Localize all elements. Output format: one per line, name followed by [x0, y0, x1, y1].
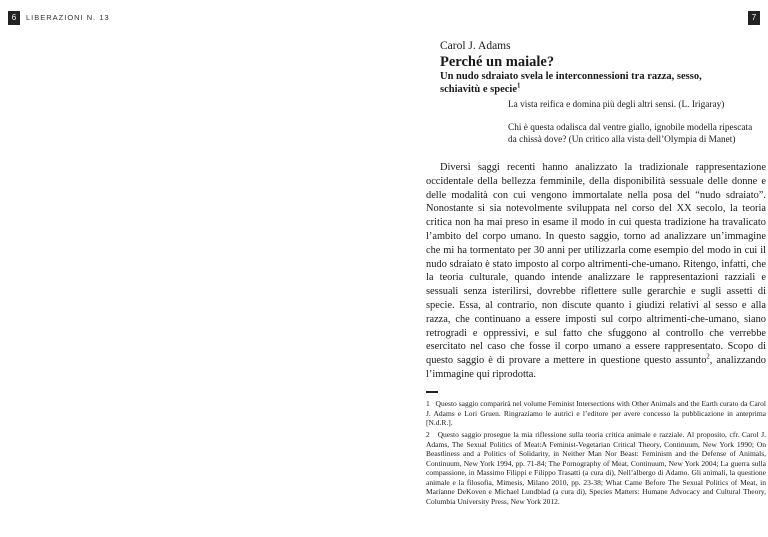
subtitle-text: Un nudo sdraiato svela le interconnessioni tra razza, sesso, schiavitù e specie: [440, 71, 702, 95]
body-paragraph: [426, 161, 766, 382]
running-head: LIBERAZIONI N. 13: [26, 13, 110, 22]
footnote-number: 1: [426, 399, 430, 408]
footnote-text: Questo saggio comparirà nel volume Feminist Intersections with Other Animals and the Earth curato da Carol J. Adams e Lori Gruen. Ringraziamo le autrici e l’editore per avere concesso la pubblicazione in anteprima [N.d.R.].: [426, 399, 766, 427]
right-page-number: 7: [748, 11, 760, 25]
body-footnote-marker: 2: [706, 353, 710, 361]
article-subtitle: [440, 71, 740, 96]
epigraph-olympia: Chi è questa odalisca dal ventre giallo, ignobile modella ripescata da chissà dove? (Un critico alla vista dell’Olympia di Manet): [508, 123, 753, 145]
footnote-number: 2: [426, 430, 430, 439]
subtitle-footnote-marker: 1: [517, 82, 521, 89]
footnote-divider: [426, 391, 438, 393]
left-page-number: 6: [8, 11, 20, 25]
body-text-end: , analizzando l’immagine qui riprodotta.: [426, 355, 766, 380]
footnote-2: [426, 430, 766, 506]
article-author: Carol J. Adams: [440, 40, 511, 52]
epigraph-irigaray: La vista reifica e domina più degli altri sensi. (L. Irigaray): [508, 100, 725, 110]
body-text-main: Diversi saggi recenti hanno analizzato la tradizionale rappresentazione occidentale della bellezza femminile, della disponibilità sessuale delle donne e delle modalità con cui vengono immortalate nella posa del “nudo sdraiato”. Nonostante si sia notevolmente sviluppata nel corso del XX secolo, la teoria critica non ha mai preso in esame il modo in cui questa tradizione ha travalicato l’ambito del corpo umano. In questo saggio, torno ad analizzare un’immagine che mi ha tormentato per 30 anni per utilizzarla come esempio del modo in cui il nudo sdraiato è stato imposto al corpo altrimenti-che-umano. Ritengo, infatti, che la teoria culturale, quando intende analizzare le rappresentazioni razziali e sessuali senza isterilirsi, dovrebbe riflettere sulle gerarchie e sugli assetti di specie. Essa, al contrario, non discute quanto i giudizi relativi al sesso e alla razza, che continuano a essere imposti sul corpo altrimenti-che-umano, siano retrogradi e oppressivi, e sul fatto che sfuggono al controllo che verrebbe esercitato nel caso che fosse il corpo umano a essere rappresentato. Scopo di questo saggio è di provare a mettere in questione questo assunto: [426, 162, 766, 367]
article-title: Perché un maiale?: [440, 54, 555, 70]
footnote-1: [426, 399, 766, 428]
footnote-text: Questo saggio prosegue la mia riflessione sulla teoria critica animale e razziale. Al proposito, cfr. Carol J. Adams, The Sexual Politics of Meat:A Feminist-Vegetarian Critical Theory, Continuum, New York 1990; On Beastliness and a Politics of Solidarity, in Neither Man Nor Beast: Feminism and the Defense of Animals, Continuum, New York 1994, pp. 71-84; The Pornography of Meat, Continuum, New York 2004; La guerra sulla compassione, in Massimo Filippi e Filippo Trasatti (a cura di), Nell’albergo di Adamo. Gli animali, la questione animale e la filosofia, Mimesis, Milano 2010, pp. 23-38; What Came Before The Sexual Politics of Meat, in Marianne DeKoven e Michael Lundblad (a cura di), Species Matters: Humane Advocacy and Cultural Theory, Columbia University Press, New York 2012.: [426, 430, 766, 506]
